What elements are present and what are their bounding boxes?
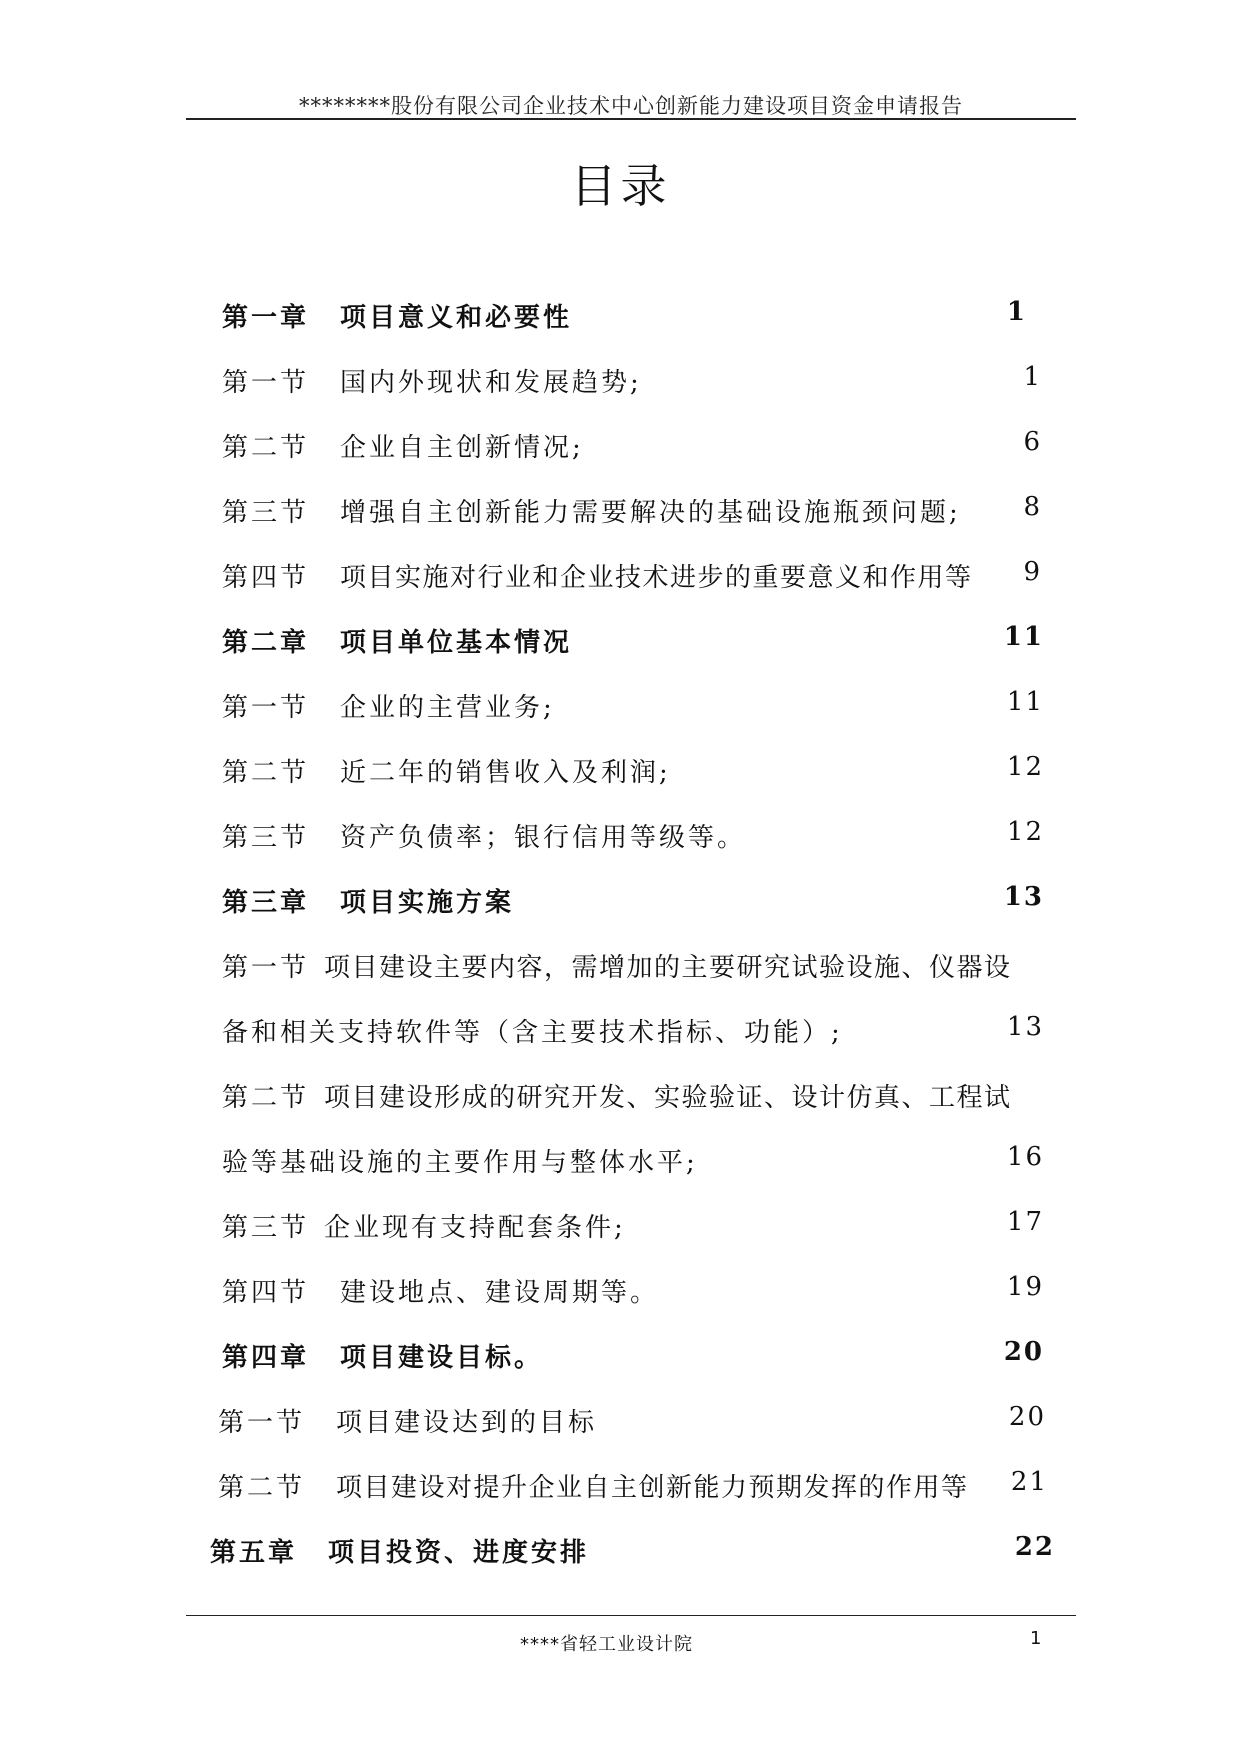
- toc-page-number: 22: [1014, 1532, 1055, 1562]
- toc-section[interactable]: [222, 947, 1052, 987]
- toc-chapter-4[interactable]: [222, 1337, 1044, 1377]
- toc-title: 国内外现状和发展趋势;: [340, 368, 642, 398]
- toc-section[interactable]: [222, 427, 1042, 467]
- toc-label: 第一节: [222, 693, 310, 723]
- footer-divider: [186, 1615, 1076, 1616]
- toc-page-number: 1: [1023, 362, 1042, 392]
- page-title: 目录: [570, 159, 671, 213]
- toc-page-number: 12: [1006, 752, 1044, 782]
- toc-page-number: 13: [1003, 882, 1044, 912]
- toc-page-number: 20: [1008, 1402, 1046, 1432]
- toc-title: 备和相关支持软件等（含主要技术指标、功能）;: [222, 1018, 843, 1048]
- toc-title: 资产负债率；银行信用等级等。: [340, 823, 747, 853]
- toc-title: 项目意义和必要性: [340, 303, 573, 333]
- toc-title: 企业现有支持配套条件;: [324, 1213, 626, 1243]
- toc-title: 建设地点、建设周期等。: [340, 1278, 660, 1308]
- toc-title: 项目投资、进度安排: [328, 1538, 590, 1568]
- toc-label: 第三节: [222, 823, 310, 853]
- toc-chapter-5[interactable]: [210, 1532, 1055, 1572]
- toc-label: 第一节: [222, 953, 310, 983]
- toc-label: 第一节: [218, 1408, 306, 1438]
- toc-section[interactable]: [222, 1077, 1052, 1117]
- footer-page-number: 1: [1030, 1628, 1042, 1649]
- toc-label: 第二节: [222, 1083, 310, 1113]
- toc-label: 第三节: [222, 1213, 310, 1243]
- toc-section-continuation[interactable]: [222, 1012, 1044, 1052]
- toc-title: 验等基础设施的主要作用与整体水平;: [222, 1148, 698, 1178]
- running-header: ********股份有限公司企业技术中心创新能力建设项目资金申请报告: [299, 94, 963, 118]
- toc-section-continuation[interactable]: [222, 1142, 1044, 1182]
- toc-section[interactable]: [222, 492, 1042, 532]
- toc-title: 企业的主营业务;: [340, 693, 555, 723]
- footer-organization: ****省轻工业设计院: [520, 1634, 693, 1655]
- toc-title: 项目建设形成的研究开发、实验验证、设计仿真、工程试: [324, 1083, 1012, 1113]
- toc-chapter-1[interactable]: [222, 297, 1027, 337]
- toc-title: 项目建设主要内容，需增加的主要研究试验设施、仪器设: [324, 953, 1012, 983]
- toc-page-number: 6: [1023, 427, 1042, 457]
- toc-page-number: 11: [1003, 622, 1044, 652]
- toc-label: 第一章: [222, 303, 310, 333]
- toc-label: 第五章: [210, 1538, 298, 1568]
- toc-chapter-2[interactable]: [222, 622, 1044, 662]
- toc-page-number: 16: [1006, 1142, 1044, 1172]
- toc-title: 项目实施方案: [340, 888, 515, 918]
- toc-label: 第四节: [222, 563, 310, 593]
- toc-section[interactable]: [222, 557, 1042, 597]
- toc-title: 项目建设达到的目标: [336, 1408, 598, 1438]
- toc-page-number: 1: [1006, 297, 1027, 327]
- toc-section[interactable]: [222, 752, 1044, 792]
- toc-title: 近二年的销售收入及利润;: [340, 758, 671, 788]
- toc-title: 项目实施对行业和企业技术进步的重要意义和作用等: [340, 563, 973, 593]
- toc-section[interactable]: [222, 1207, 1044, 1247]
- toc-chapter-3[interactable]: [222, 882, 1044, 922]
- toc-label: 第二节: [218, 1473, 306, 1503]
- toc-title: 企业自主创新情况;: [340, 433, 584, 463]
- toc-title: 项目建设目标。: [340, 1343, 544, 1373]
- toc-label: 第二节: [222, 433, 310, 463]
- toc-title: 项目建设对提升企业自主创新能力预期发挥的作用等: [336, 1473, 969, 1503]
- toc-title: 项目单位基本情况: [340, 628, 573, 658]
- toc-label: 第四节: [222, 1278, 310, 1308]
- toc-section[interactable]: [222, 362, 1042, 402]
- toc-page-number: 13: [1006, 1012, 1044, 1042]
- toc-label: 第二节: [222, 758, 310, 788]
- toc-title: 增强自主创新能力需要解决的基础设施瓶颈问题;: [340, 498, 961, 528]
- toc-section[interactable]: [222, 687, 1044, 727]
- toc-section[interactable]: [222, 1272, 1044, 1312]
- toc-page-number: 8: [1023, 492, 1042, 522]
- toc-label: 第二章: [222, 628, 310, 658]
- toc-page-number: 11: [1006, 687, 1044, 717]
- toc-label: 第三节: [222, 498, 310, 528]
- toc-label: 第一节: [222, 368, 310, 398]
- toc-section[interactable]: [218, 1467, 1048, 1507]
- toc-section[interactable]: [222, 817, 1044, 857]
- toc-page-number: 17: [1006, 1207, 1044, 1237]
- toc-page-number: 12: [1006, 817, 1044, 847]
- toc-label: 第四章: [222, 1343, 310, 1373]
- toc-page-number: 19: [1006, 1272, 1044, 1302]
- toc-label: 第三章: [222, 888, 310, 918]
- toc-page-number: 9: [1023, 557, 1042, 587]
- toc-section[interactable]: [218, 1402, 1046, 1442]
- header-divider: [186, 118, 1076, 120]
- toc-page-number: 20: [1003, 1337, 1044, 1367]
- toc-page-number: 21: [1010, 1467, 1048, 1497]
